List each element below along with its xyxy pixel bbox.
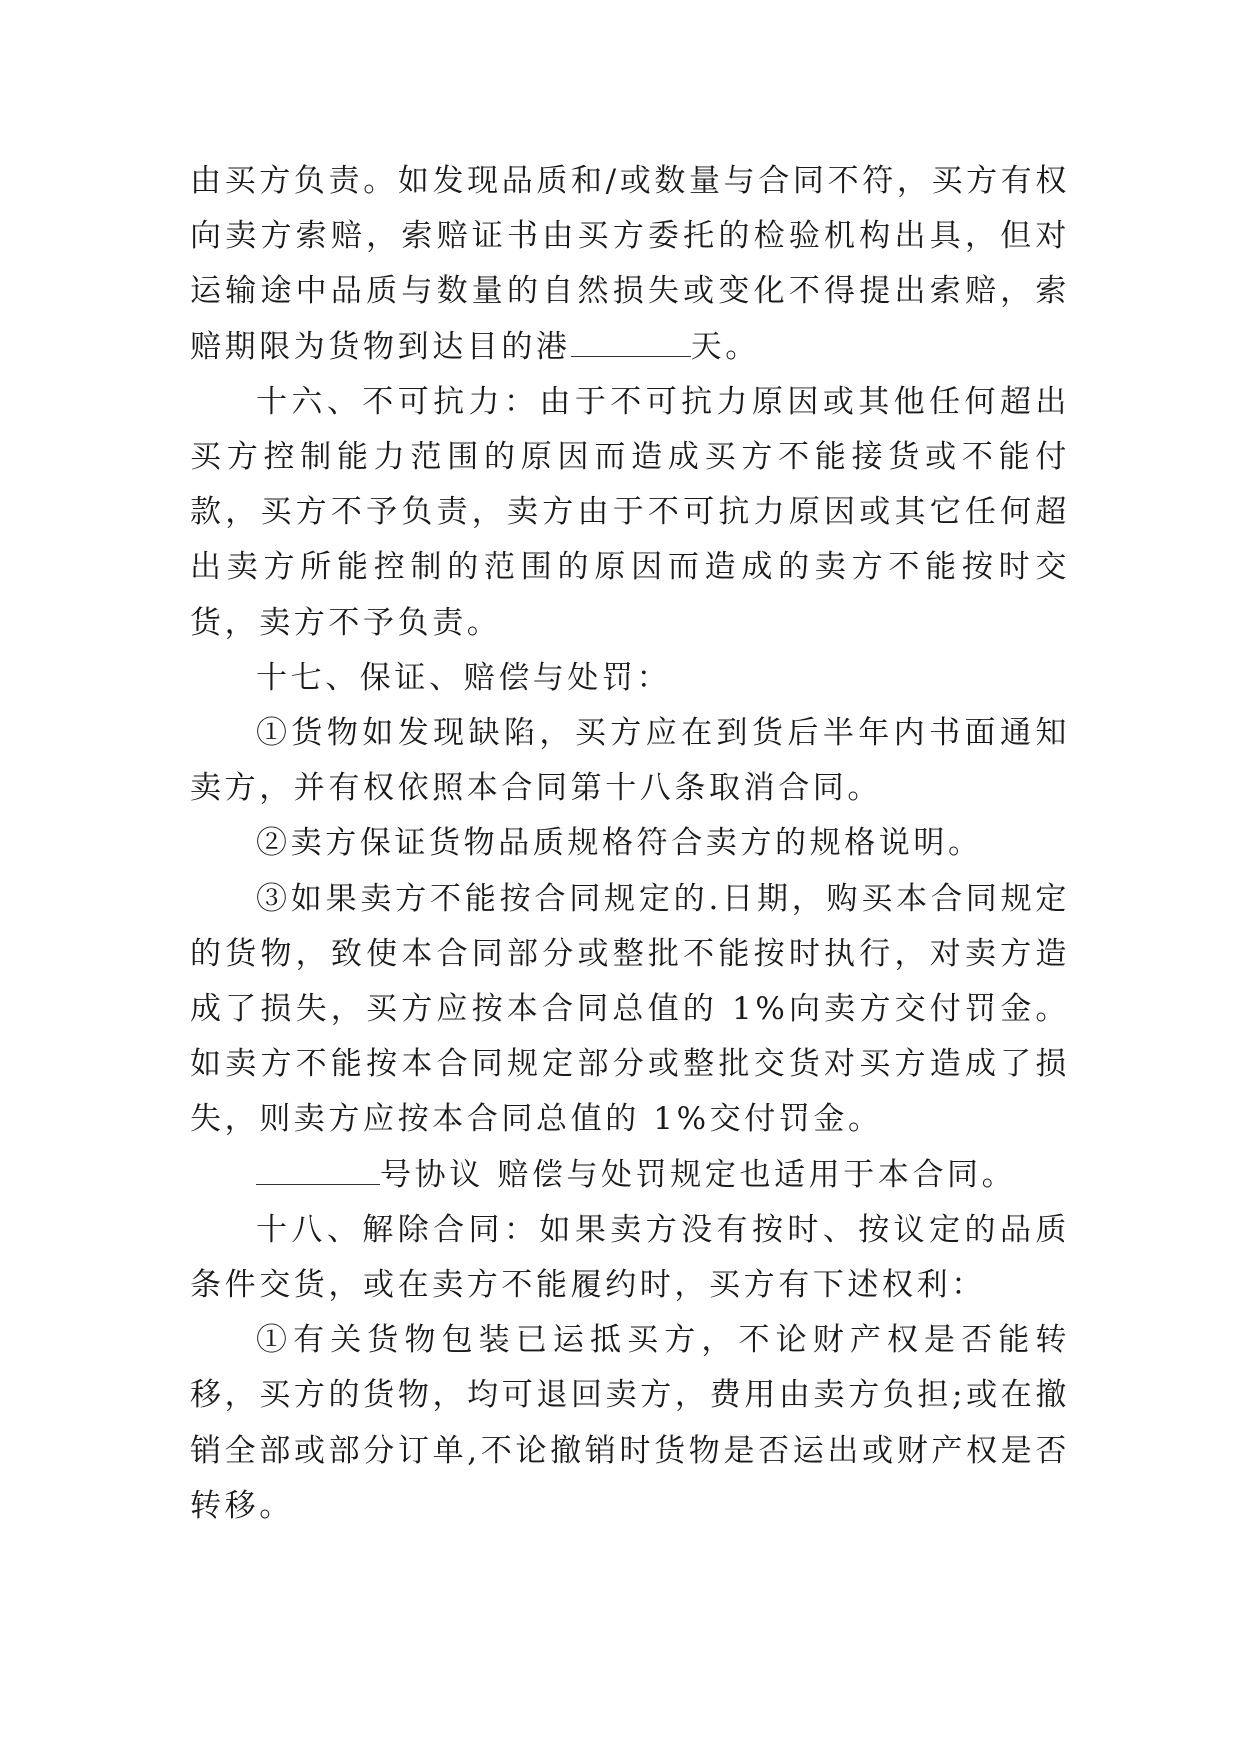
document-body <box>190 154 1070 1534</box>
claims-text-end: 天。 <box>690 328 760 365</box>
paragraph-guarantee-heading: 十七、保证、赔偿与处罚： <box>256 659 672 696</box>
paragraph-guarantee-item-1: ①货物如发现缺陷，买方应在到货后半年内书面通知卖方，并有权依照本合同第十八条取消合同。 <box>190 715 1070 807</box>
paragraph-termination: 十八、解除合同：如果卖方没有按时、按议定的品质条件交货，或在卖方不能履约时，买方有下述权利： <box>190 1211 1070 1304</box>
paragraph-guarantee-item-2: ②卖方保证货物品质规格符合卖方的规格说明。 <box>256 825 983 862</box>
agreement-number-blank <box>256 1158 380 1185</box>
claims-text: 由买方负责。如发现品质和/或数量与合同不符，买方有权向卖方索赔，索赔证书由买方委托的检验机构出具，但对运输途中品质与数量的自然损失或变化不得提出索赔，索赔期限为货物到达目的港 <box>190 163 1070 365</box>
paragraph-claims <box>190 154 1070 375</box>
paragraph-agreement-reference <box>190 1148 1070 1203</box>
paragraph-force-majeure: 十六、不可抗力：由于不可抗力原因或其他任何超出买方控制能力范围的原因而造成买方不能接货或不能付款，买方不予负责，卖方由于不可抗力原因或其它任何超出卖方所能控制的范围的原因而造成的卖方不能按时交货，卖方不予负责。 <box>190 383 1070 641</box>
paragraph-guarantee-item-3: ③如果卖方不能按合同规定的.日期，购买本合同规定的货物，致使本合同部分或整批不能按时执行，对卖方造成了损失，买方应按本合同总值的 1%向卖方交付罚金。如卖方不能按本合同规定部分或整批交货对买方造成了损失，则卖方应按本合同总值的 1%交付罚金。 <box>190 880 1070 1138</box>
agreement-reference-text: 号协议 赔偿与处罚规定也适用于本合同。 <box>380 1156 1017 1193</box>
paragraph-termination-item-1: ①有关货物包装已运抵买方，不论财产权是否能转移，买方的货物，均可退回卖方，费用由卖方负担;或在撤销全部或部分订单,不论撤销时货物是否运出或财产权是否转移。 <box>190 1322 1070 1524</box>
days-blank <box>571 330 691 357</box>
